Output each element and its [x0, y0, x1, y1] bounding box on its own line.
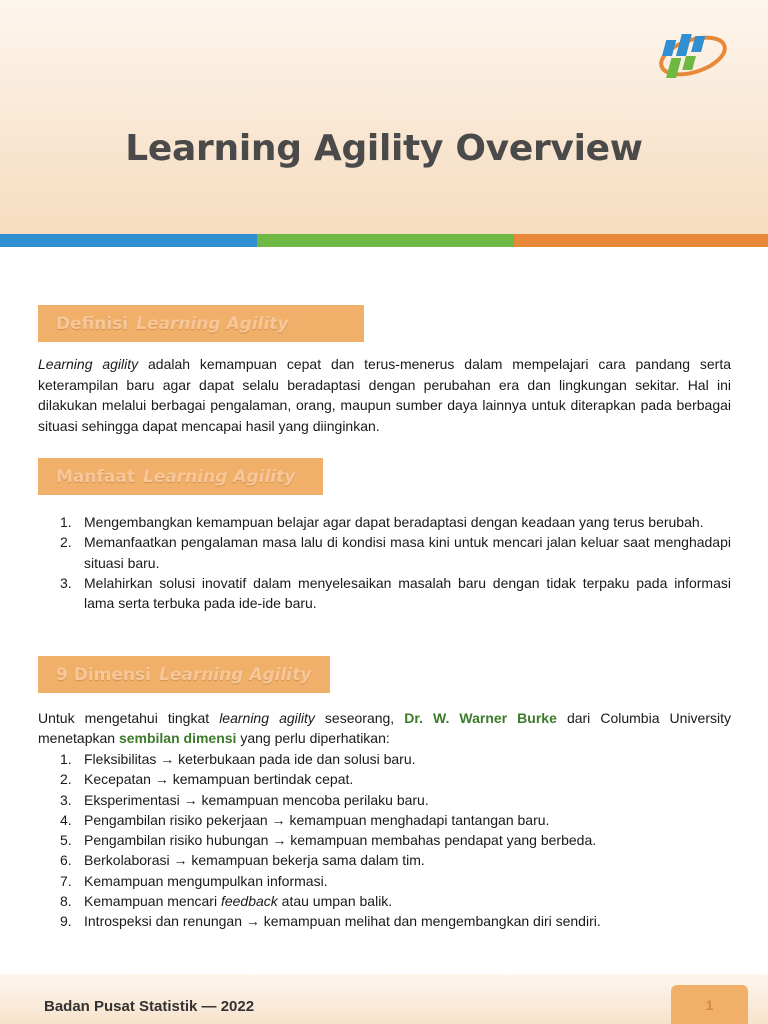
- section-heading-definisi: [38, 305, 364, 342]
- author-name: Dr. W. Warner Burke: [404, 710, 557, 726]
- definisi-body: adalah kemampuan cepat dan terus-menerus dalam mempelajari cara pandang serta keterampilan baru agar dapat selalu beradaptasi dengan perubahan era dan lingkungan sekitar. Hal ini dilakukan melalui berbagai pengalaman, orang, maupun sumber daya lainnya untuk diterapkan pada berbagai situasi sehingga dapat mencapai hasil yang diinginkan.: [38, 356, 731, 434]
- definisi-term: Learning agility: [38, 356, 139, 372]
- list-item: 1. Mengembangkan kemampuan belajar agar dapat beradaptasi dengan keadaan yang terus berubah.: [60, 514, 704, 530]
- highlight-text: sembilan dimensi: [118, 730, 237, 747]
- section-heading-prefix: Manfaat: [56, 466, 135, 487]
- definisi-paragraph: [38, 354, 731, 436]
- list-item: 2. Memanfaatkan pengalaman masa lalu di kondisi masa kini untuk mencari jalan keluar saat menghadapi situasi baru.: [60, 534, 731, 571]
- stripe-green: [257, 234, 514, 247]
- section-heading-prefix: Definisi: [56, 313, 129, 334]
- section-heading-italic: Learning Agility: [142, 466, 296, 487]
- page-title: Learning Agility Overview: [125, 128, 643, 169]
- section-heading-prefix: 9 Dimensi: [56, 664, 151, 685]
- section-heading-dimensi: [38, 656, 330, 693]
- section-heading-manfaat: [38, 458, 323, 495]
- dimensi-intro: Untuk mengetahui tingkat learning agility seseorang, Dr. W. Warner Burke dari Columbia University menetapkan sembilan dimensi yang perlu diperhatikan:: [38, 710, 732, 747]
- list-item: 1. Fleksibilitas → keterbukaan pada ide dan solusi baru.: [60, 751, 416, 767]
- section-heading-italic: Learning Agility: [158, 664, 312, 685]
- page-number: 1: [671, 985, 748, 1024]
- list-item: 8. Kemampuan mencari feedback atau umpan balik.: [60, 893, 393, 910]
- manfaat-list: [38, 512, 731, 613]
- list-item: 9. Introspeksi dan renungan → kemampuan melihat dan mengembangkan diri sendiri.: [60, 913, 601, 930]
- header-banner: [0, 0, 768, 234]
- footer-org: Badan Pusat Statistik — 2022: [44, 998, 255, 1015]
- list-item: 6. Berkolaborasi → kemampuan bekerja sama dalam tim.: [60, 852, 425, 869]
- list-item: 2. Kecepatan → kemampuan bertindak cepat.: [60, 771, 354, 788]
- list-item: 7. Kemampuan mengumpulkan informasi.: [60, 872, 328, 889]
- list-item: 4. Pengambilan risiko pekerjaan → kemampuan menghadapi tantangan baru.: [60, 811, 550, 828]
- list-item: 3. Melahirkan solusi inovatif dalam menyelesaikan masalah baru dengan tidak terpaku pada informasi lama serta terbuka pada ide-ide baru.: [60, 574, 731, 612]
- section-heading-italic: Learning Agility: [136, 313, 289, 334]
- stripe-orange: [514, 234, 768, 247]
- list-item: 5. Pengambilan risiko hubungan → kemampuan membahas pendapat yang berbeda.: [60, 832, 597, 849]
- list-item: 3. Eksperimentasi → kemampuan mencoba perilaku baru.: [60, 791, 429, 808]
- bps-logo-icon: [656, 26, 730, 82]
- dimensi-list: [38, 749, 731, 932]
- stripe-blue: [0, 234, 257, 247]
